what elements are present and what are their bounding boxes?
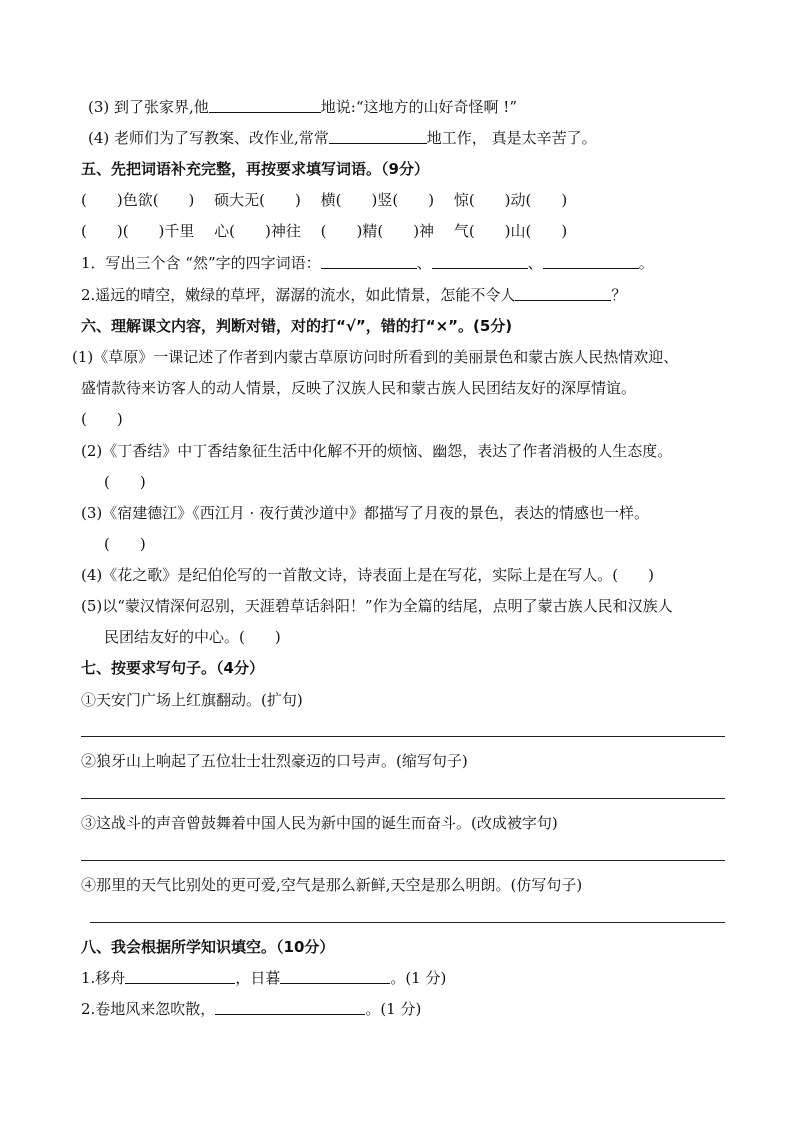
sec6-q1-answer-paren[interactable]: ( ) xyxy=(81,410,123,428)
sec8-q1 xyxy=(81,968,446,988)
sec8-q1-end: 。(1 分) xyxy=(390,969,447,987)
sec4-q4-suffix: 地工作， 真是太辛苦了。 xyxy=(426,129,597,147)
answer-blank[interactable] xyxy=(125,969,235,984)
section-7-title: 七、按要求写句子。（4分） xyxy=(81,659,264,677)
sec8-q2-prefix: 2.卷地风来忽吹散， xyxy=(81,1000,216,1018)
sec4-q3-suffix: 地说:“这地方的山好奇怪啊 !” xyxy=(320,98,517,116)
sec5-q2-prompt: 2.遥远的晴空，嫩绿的草坪，潺潺的流水，如此情景，怎能不令人 xyxy=(81,286,516,304)
answer-blank[interactable] xyxy=(543,254,639,269)
answer-line[interactable] xyxy=(81,798,725,799)
sec8-q2-end: 。(1 分) xyxy=(365,1000,422,1018)
answer-blank[interactable] xyxy=(215,1000,365,1015)
separator: ？ xyxy=(611,286,627,304)
sec7-q3: ③这战斗的声音曾鼓舞着中国人民为新中国的诞生而奋斗。(改成被字句) xyxy=(81,814,558,832)
sec4-q3-prefix: (3) 到了张家界,他 xyxy=(88,98,209,116)
sec6-q2-answer-paren[interactable]: ( ) xyxy=(104,473,146,491)
answer-blank[interactable] xyxy=(515,286,611,301)
sec6-q3: (3)《宿建德江》《西江月 · 夜行黄沙道中》都描写了月夜的景色，表达的情感也一样。 xyxy=(81,504,650,522)
sec5-q1 xyxy=(81,253,654,273)
section-5-title: 五、先把词语补充完整，再按要求填写词语。（9分） xyxy=(81,160,429,178)
sec7-q4: ④那里的天气比别处的更可爱,空气是那么新鲜,天空是那么明朗。(仿写句子) xyxy=(81,876,583,894)
sec8-q2 xyxy=(81,999,421,1019)
sec6-q5-line1: (5)以“蒙汉情深何忍别，天涯碧草话斜阳！”作为全篇的结尾，点明了蒙古族人民和汉族人 xyxy=(81,597,673,615)
answer-blank[interactable] xyxy=(321,254,417,269)
sec4-q4-prefix: (4) 老师们为了写教案、改作业,常常 xyxy=(88,129,329,147)
answer-blank[interactable] xyxy=(280,969,390,984)
separator: 、 xyxy=(527,254,543,272)
answer-line[interactable] xyxy=(81,736,725,737)
answer-line[interactable] xyxy=(81,860,725,861)
answer-blank[interactable] xyxy=(329,129,427,144)
sec5-word-row-1: ( )色欲( ) 硕大无( ) 横( )竖( ) 惊( )动( ) xyxy=(81,191,568,209)
answer-line[interactable] xyxy=(90,922,725,923)
sec4-q4 xyxy=(88,128,597,148)
sec7-q2: ②狼牙山上响起了五位壮士壮烈豪迈的口号声。(缩写句子) xyxy=(81,752,468,770)
sec4-q3 xyxy=(88,97,517,117)
answer-blank[interactable] xyxy=(209,98,321,113)
sec6-q1-line2: 盛情款待来访客人的动人情景，反映了汉族人民和蒙古族人民团结友好的深厚情谊。 xyxy=(81,379,637,397)
sec6-q4: (4)《花之歌》是纪伯伦写的一首散文诗，诗表面上是在写花，实际上是在写人。( ) xyxy=(81,566,654,584)
separator: 、 xyxy=(416,254,432,272)
sec5-word-row-2: ( )( )千里 心( )神往 ( )精( )神 气( )山( ) xyxy=(81,222,568,240)
sec6-q1-line1: (1)《草原》一课记述了作者到内蒙古草原访问时所看到的美丽景色和蒙古族人民热情欢迎、 xyxy=(72,348,679,366)
sec8-q1-middle: ，日暮 xyxy=(235,969,281,987)
sec7-q1: ①天安门广场上红旗翻动。(扩句) xyxy=(81,691,303,709)
section-8-title: 八、我会根据所学知识填空。（10分） xyxy=(81,938,335,956)
sec6-q5-line2: 民团结友好的中心。( ) xyxy=(104,628,281,646)
sec5-q1-prompt: 1．写出三个含 “然”字的四字词语： xyxy=(81,254,321,272)
separator: 。 xyxy=(638,254,654,272)
sec5-q2 xyxy=(81,285,626,305)
answer-blank[interactable] xyxy=(432,254,528,269)
sec6-q3-answer-paren[interactable]: ( ) xyxy=(104,535,146,553)
section-6-title: 六、理解课文内容，判断对错，对的打“√”，错的打“×”。(5分) xyxy=(81,317,513,335)
sec8-q1-prefix: 1.移舟 xyxy=(81,969,126,987)
sec6-q2: (2)《丁香结》中丁香结象征生活中化解不开的烦恼、幽怨，表达了作者消极的人生态度。 xyxy=(81,442,673,460)
